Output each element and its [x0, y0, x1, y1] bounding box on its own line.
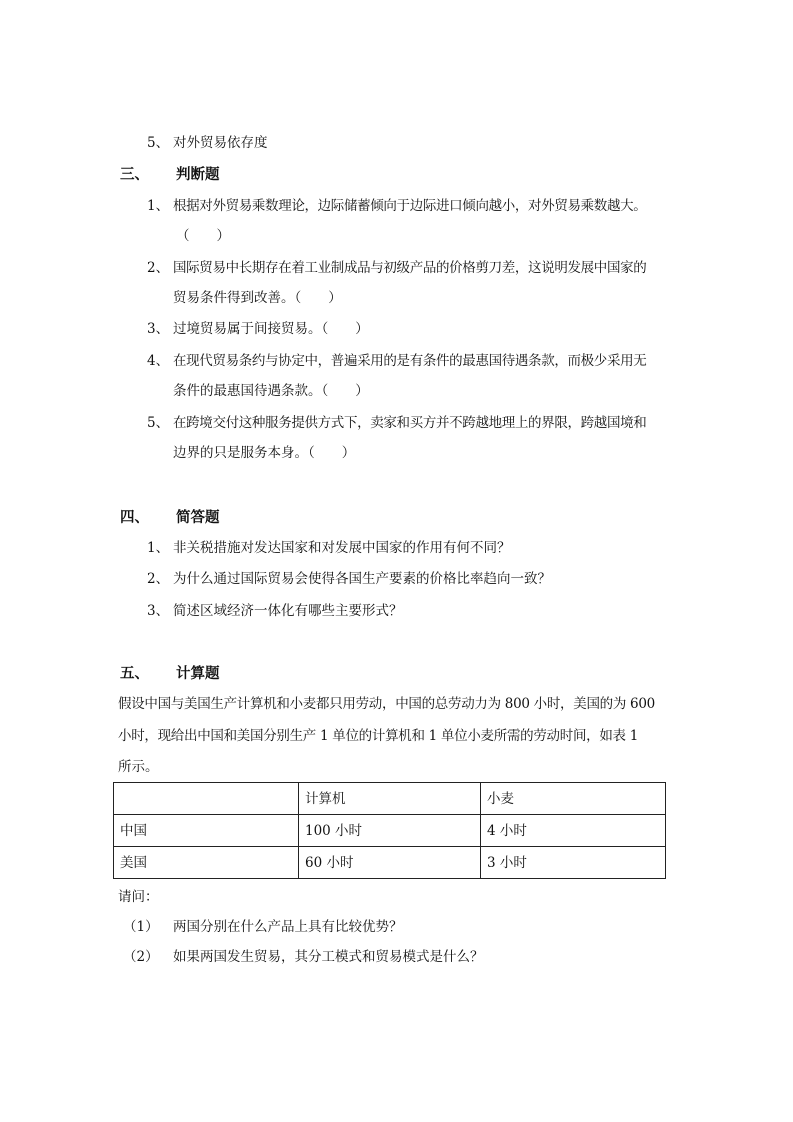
table-header-cell: [114, 783, 299, 815]
section-title: 简答题: [176, 510, 220, 526]
paragraph-line: 小时，现给出中国和美国分别生产 1 单位的计算机和 1 单位小麦所需的劳动时间，如表 1: [118, 728, 639, 744]
item-number: 5、: [147, 415, 170, 431]
table-cell: 3 小时: [481, 847, 666, 879]
item-text: 在跨境交付这种服务提供方式下，卖家和买方并不跨越地理上的界限，跨越国境和: [173, 415, 647, 431]
question-number: （1）: [123, 919, 159, 935]
item-number: 2、: [147, 260, 170, 276]
table-row: [114, 847, 666, 879]
item-number: 5、: [147, 135, 170, 151]
item-text: 根据对外贸易乘数理论，边际储蓄倾向于边际进口倾向越小，对外贸易乘数越大。: [173, 198, 647, 214]
section-number: 四、: [120, 509, 149, 526]
item-text: 过境贸易属于间接贸易。（ ）: [173, 321, 369, 337]
item-text: 为什么通过国际贸易会使得各国生产要素的价格比率趋向一致？: [173, 571, 551, 587]
item-text-continuation: 条件的最惠国待遇条款。（ ）: [173, 383, 369, 399]
item-number: 3、: [147, 321, 170, 337]
table-header-cell: 小麦: [481, 783, 666, 815]
item-text: 简述区域经济一体化有哪些主要形式？: [173, 603, 403, 619]
table-cell: 60 小时: [299, 847, 481, 879]
question-text: 如果两国发生贸易，其分工模式和贸易模式是什么？: [173, 949, 484, 965]
table-row: [114, 815, 666, 847]
item-text-continuation: 贸易条件得到改善。（ ）: [173, 290, 342, 306]
item-text: 非关税措施对发达国家和对发展中国家的作用有何不同？: [173, 540, 511, 556]
question-label: 请问：: [118, 889, 159, 905]
table-cell: 4 小时: [481, 815, 666, 847]
table-cell: 中国: [114, 815, 299, 847]
section-title: 计算题: [176, 666, 220, 682]
section-number: 三、: [120, 166, 149, 183]
section-title: 判断题: [176, 167, 220, 183]
item-text: 对外贸易依存度: [173, 135, 268, 151]
item-number: 1、: [147, 540, 170, 556]
item-text: 国际贸易中长期存在着工业制成品与初级产品的价格剪刀差，这说明发展中国家的: [173, 260, 647, 276]
table-cell: 100 小时: [299, 815, 481, 847]
table-header-cell: 计算机: [299, 783, 481, 815]
item-number: 4、: [147, 353, 170, 369]
item-number: 3、: [147, 603, 170, 619]
item-text-continuation: （ ）: [176, 228, 230, 244]
question-number: （2）: [123, 949, 159, 965]
item-number: 2、: [147, 571, 170, 587]
table-header-row: [114, 783, 666, 815]
item-text-continuation: 边界的只是服务本身。（ ）: [173, 445, 356, 461]
paragraph-line: 所示。: [118, 759, 159, 775]
labor-time-table: [113, 782, 666, 879]
paragraph-line: 假设中国与美国生产计算机和小麦都只用劳动，中国的总劳动力为 800 小时，美国的为 600: [118, 696, 655, 712]
section-number: 五、: [120, 665, 149, 682]
item-number: 1、: [147, 198, 170, 214]
item-text: 在现代贸易条约与协定中，普遍采用的是有条件的最惠国待遇条款，而极少采用无: [173, 353, 647, 369]
question-text: 两国分别在什么产品上具有比较优势？: [173, 919, 403, 935]
table-cell: 美国: [114, 847, 299, 879]
